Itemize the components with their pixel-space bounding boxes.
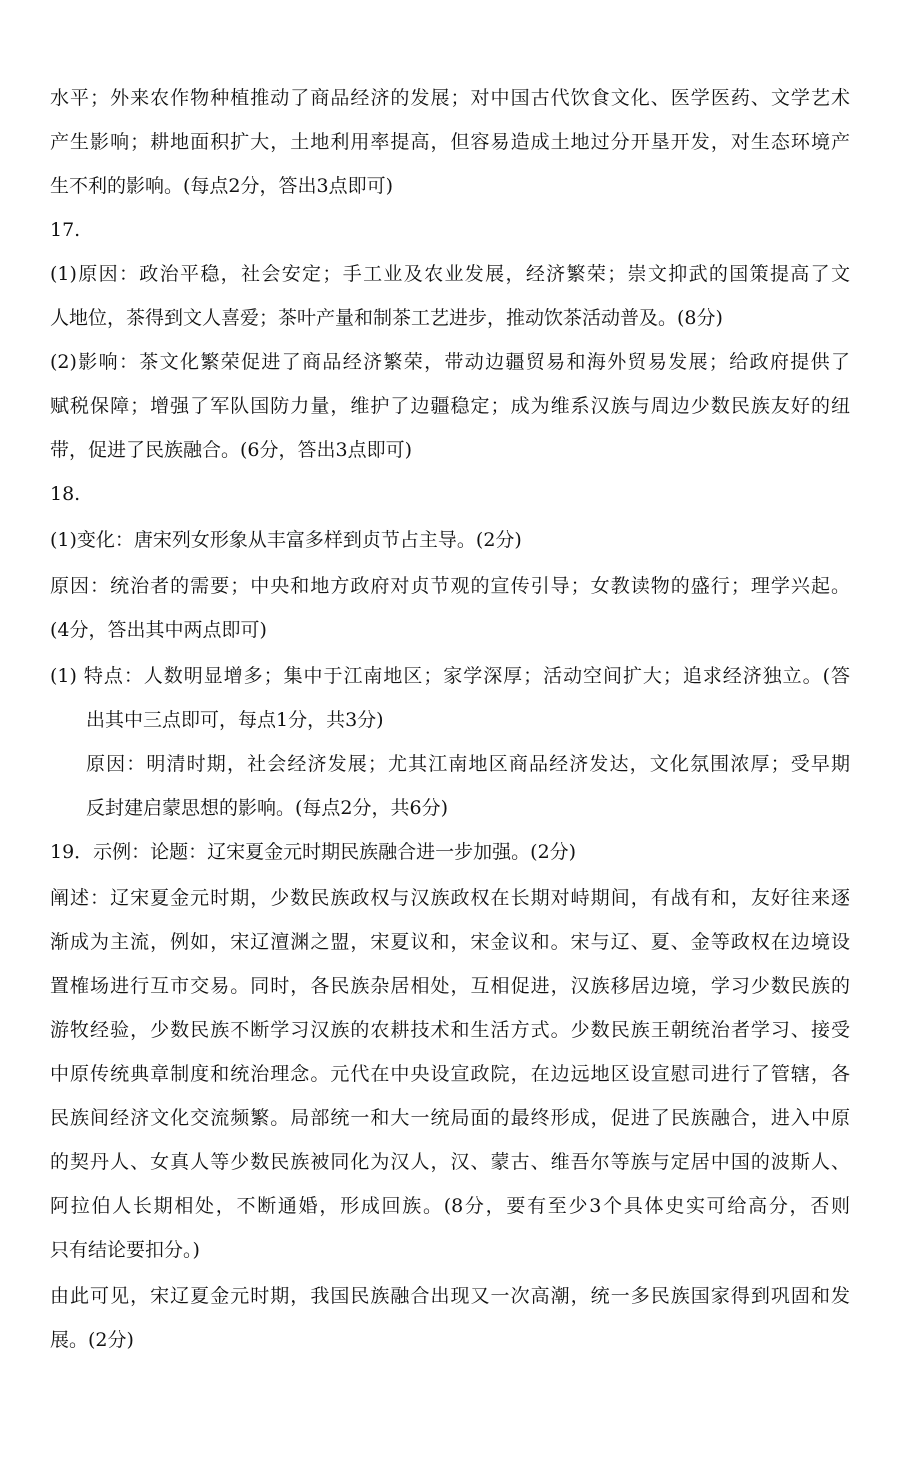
q17-part2-line-3: 带，促进了民族融合。(6分，答出3点即可)	[50, 439, 413, 461]
q17-part1-line-1: (1)原因：政治平稳，社会安定；手工业及农业发展，经济繁荣；崇文抑武的国策提高了文	[50, 263, 850, 285]
q17-part2-line-1: (2)影响：茶文化繁荣促进了商品经济繁荣，带动边疆贸易和海外贸易发展；给政府提供了	[50, 351, 850, 373]
q19-elaboration-line-9: 只有结论要扣分。)	[50, 1239, 200, 1261]
q19-elaboration-line-1: 阐述：辽宋夏金元时期，少数民族政权与汉族政权在长期对峙期间，有战有和，友好往来逐	[50, 887, 850, 909]
q18-part2-feature-line-1: (1) 特点：人数明显增多；集中于江南地区；家学深厚；活动空间扩大；追求经济独立。(答	[50, 665, 850, 687]
q17-number: 17.	[50, 219, 81, 241]
q17-part2-line-2: 赋税保障；增强了军队国防力量，维护了边疆稳定；成为维系汉族与周边少数民族友好的纽	[50, 395, 850, 417]
q19-elaboration-line-7: 的契丹人、女真人等少数民族被同化为汉人，汉、蒙古、维吾尔等族与定居中国的波斯人、	[50, 1151, 850, 1173]
q19-conclusion-line-2: 展。(2分)	[50, 1329, 134, 1351]
q18-part2-reason-line-1: 原因：明清时期，社会经济发展；尤其江南地区商品经济发达，文化氛围浓厚；受早期	[86, 753, 850, 775]
q16-line-3: 生不利的影响。(每点2分，答出3点即可)	[50, 175, 394, 197]
q18-part1-reason-line-2: (4分，答出其中两点即可)	[50, 619, 267, 641]
q19-elaboration-line-4: 游牧经验，少数民族不断学习汉族的农耕技术和生活方式。少数民族王朝统治者学习、接受	[50, 1019, 850, 1041]
q16-line-2: 产生影响；耕地面积扩大，土地利用率提高，但容易造成土地过分开垦开发，对生态环境产	[50, 131, 850, 153]
q19-elaboration-line-5: 中原传统典章制度和统治理念。元代在中央设宣政院，在边远地区设宣慰司进行了管辖，各	[50, 1063, 850, 1085]
q19-elaboration-line-3: 置榷场进行互市交易。同时，各民族杂居相处，互相促进，汉族移居边境，学习少数民族的	[50, 975, 850, 997]
q19-conclusion-line-1: 由此可见，宋辽夏金元时期，我国民族融合出现又一次高潮，统一多民族国家得到巩固和发	[50, 1285, 850, 1307]
q19-elaboration-line-2: 渐成为主流，例如，宋辽澶渊之盟，宋夏议和，宋金议和。宋与辽、夏、金等政权在边境设	[50, 931, 850, 953]
q19-topic: 19．示例：论题：辽宋夏金元时期民族融合进一步加强。(2分)	[50, 841, 577, 863]
q18-part2-feature-line-2: 出其中三点即可，每点1分，共3分)	[86, 709, 384, 731]
q19-elaboration-line-8: 阿拉伯人长期相处，不断通婚，形成回族。(8分，要有至少3个具体史实可给高分，否则	[50, 1195, 850, 1217]
q18-part1-change: (1)变化：唐宋列女形象从丰富多样到贞节占主导。(2分)	[50, 529, 522, 551]
q16-line-1: 水平；外来农作物种植推动了商品经济的发展；对中国古代饮食文化、医学医药、文学艺术	[50, 87, 850, 109]
q18-part1-reason-line-1: 原因：统治者的需要；中央和地方政府对贞节观的宣传引导；女教读物的盛行；理学兴起。	[50, 575, 850, 597]
q18-number: 18.	[50, 483, 81, 505]
q19-elaboration-line-6: 民族间经济文化交流频繁。局部统一和大一统局面的最终形成，促进了民族融合，进入中原	[50, 1107, 850, 1129]
q18-part2-reason-line-2: 反封建启蒙思想的影响。(每点2分，共6分)	[86, 797, 449, 819]
q17-part1-line-2: 人地位，茶得到文人喜爱；茶叶产量和制茶工艺进步，推动饮茶活动普及。(8分)	[50, 307, 723, 329]
